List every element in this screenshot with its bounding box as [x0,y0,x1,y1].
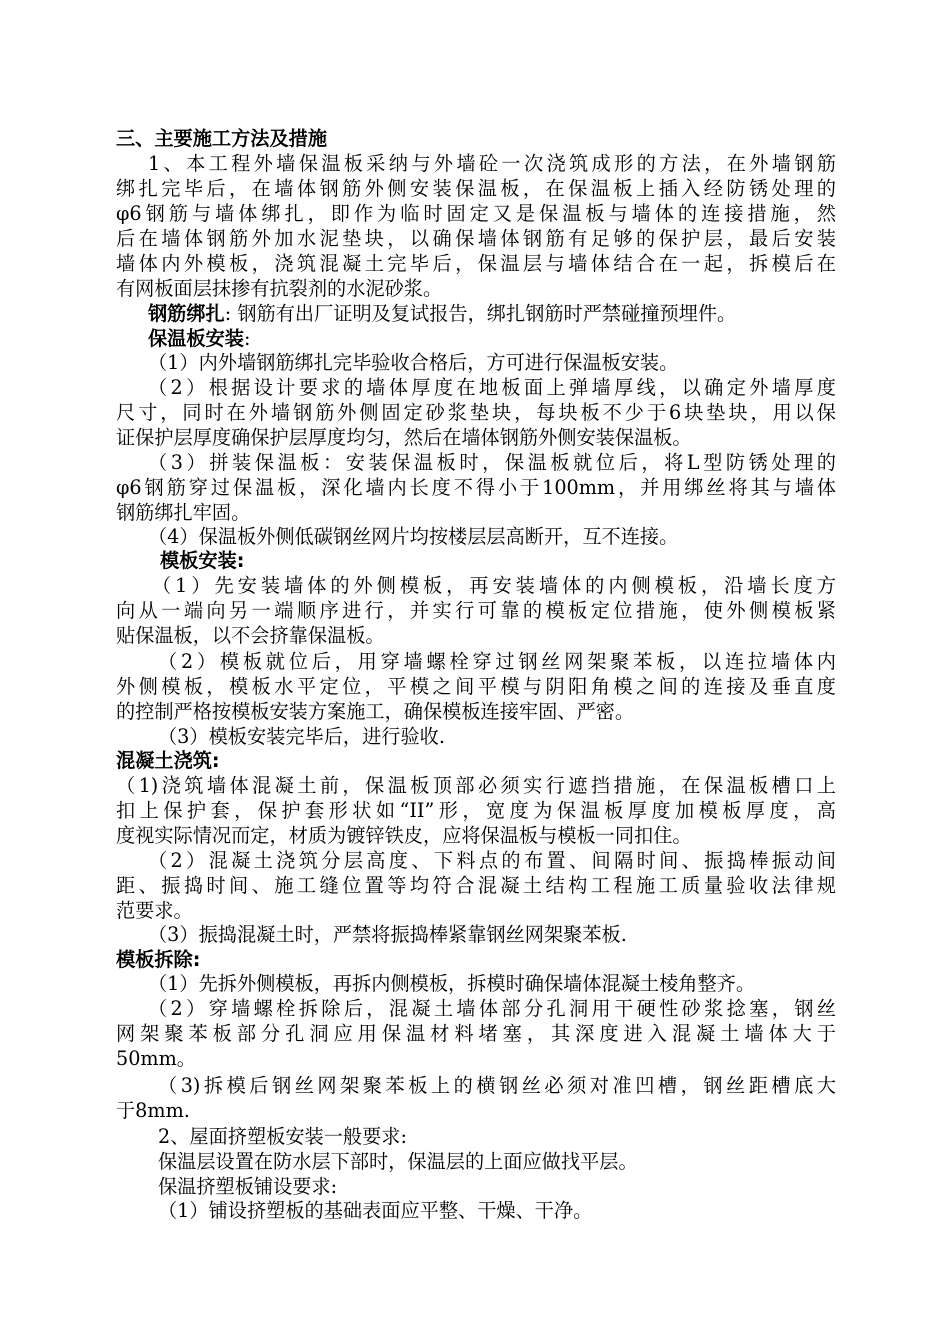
concrete-item-2-line-3: 范要求。 [116,899,193,922]
rebar-paragraph [148,301,836,326]
insulation-item-2-line-3: 证保护层厚度确保护层厚度均匀，然后在墙体钢筋外侧安装保温板。 [116,426,692,449]
formwork-item-2-line-1: （2）模板就位后，用穿墙螺栓穿过钢丝网架聚苯板，以连拉墙体内 [158,650,836,673]
paragraph-1-line-5: 墙体内外模板，浇筑混凝土完毕后，保温层与墙体结合在一起，拆模后在 [116,252,836,275]
insulation-item-2-line-1: （2）根据设计要求的墙体厚度在地板面上弹墙厚线，以确定外墙厚度 [148,376,836,399]
formwork-item-2-line-2: 外侧模板，模板水平定位，平模之间平模与阴阳角模之间的连接及垂直度 [116,675,836,698]
section-title: 三、主要施工方法及措施 [116,127,328,150]
concrete-item-1-line-1: （1)浇筑墙体混凝土前，保温板顶部必须实行遮挡措施，在保温板槽口上 [116,774,836,797]
formwork-item-1-line-2: 向从一端向另一端顺序进行，并实行可靠的模板定位措施，使外侧模板紧 [116,599,836,622]
insulation-item-3-line-3: 钢筋绑扎牢固。 [116,501,251,524]
removal-heading: 模板拆除: [116,948,201,971]
concrete-item-2-line-1: （2）混凝土浇筑分层高度、下料点的布置、间隔时间、振捣棒振动间 [148,849,836,872]
removal-item-3-line-2: 于8mm. [116,1099,190,1122]
formwork-item-2-line-3: 的控制严格按模板安装方案施工，确保模板连接牢固、严密。 [116,700,635,723]
insulation-item-3-line-2: φ6钢筋穿过保温板，深化墙内长度不得小于100mm，并用绑丝将其与墙体 [116,476,836,499]
rebar-heading: 钢筋绑扎 [148,302,225,325]
formwork-item-3: （3）模板安装完毕后，进行验收. [158,725,445,748]
rebar-text: : 钢筋有出厂证明及复试报告，绑扎钢筋时严禁碰撞预埋件。 [224,302,737,325]
insulation-item-3-line-1: （3）拼装保温板：安装保温板时，保温板就位后，将L型防锈处理的 [148,451,836,474]
insulation-item-4: （4）保温板外侧低碳钢丝网片均按楼层层高断开，互不连接。 [148,525,679,548]
formwork-heading: 模板安装: [160,549,245,572]
paragraph-1-line-4: 后在墙体钢筋外加水泥垫块，以确保墙体钢筋有足够的保护层，最后安装 [116,227,836,250]
concrete-heading: 混凝土浇筑: [116,749,220,772]
insulation-item-1: （1）内外墙钢筋绑扎完毕验收合格后，方可进行保温板安装。 [148,351,679,374]
paragraph-1-line-2: 绑扎完毕后，在墙体钢筋外侧安装保温板，在保温板上插入经防锈处理的 [116,177,836,200]
paragraph-1-line-1: 1、本工程外墙保温板采纳与外墙砼一次浇筑成形的方法，在外墙钢筋 [148,152,836,175]
removal-item-2-line-2: 网架聚苯板部分孔洞应用保温材料堵塞，其深度进入混凝土墙体大于 [116,1022,836,1045]
removal-item-2-line-1: （2）穿墙螺栓拆除后，混凝土墙体部分孔洞用干硬性砂浆捻塞，钢丝 [148,997,836,1020]
concrete-item-1-line-3: 度视实际情况而定，材质为镀锌铁皮，应将保温板与模板一同扣住。 [116,824,692,847]
roof-heading: 2、屋面挤塑板安装一般要求: [158,1125,407,1148]
concrete-item-1-line-2: 扣上保护套，保护套形状如“II”形，宽度为保温板厚度加模板厚度，高 [116,799,836,822]
concrete-item-3: （3）振捣混凝土时，严禁将振捣棒紧靠钢丝网架聚苯板. [148,923,627,946]
insulation-item-2-line-2: 尺寸，同时在外墙钢筋外侧固定砂浆垫块，每块板不少于6块垫块，用以保 [116,401,836,424]
paragraph-1-line-3: φ6钢筋与墙体绑扎，即作为临时固定又是保温板与墙体的连接措施，然 [116,202,836,225]
removal-item-3-line-1: （3)拆模后钢丝网架聚苯板上的横钢丝必须对准凹槽，钢丝距槽底大 [158,1074,836,1097]
roof-line-3: （1）铺设挤塑板的基础表面应平整、干燥、干净。 [158,1199,593,1222]
removal-item-2-line-3: 50mm。 [116,1047,196,1070]
insulation-heading-line [148,326,836,351]
roof-line-1: 保温层设置在防水层下部时，保温层的上面应做找平层。 [158,1150,638,1173]
formwork-item-1-line-1: （1）先安装墙体的外侧模板，再安装墙体的内侧模板，沿墙长度方 [152,574,836,597]
concrete-item-2-line-2: 距、振捣时间、施工缝位置等均符合混凝土结构工程施工质量验收法律规 [116,874,836,897]
insulation-heading: 保温板安装 [148,327,244,350]
insulation-heading-colon: : [243,327,251,350]
roof-line-2: 保温挤塑板铺设要求: [158,1175,338,1198]
formwork-item-1-line-3: 贴保温板，以不会挤靠保温板。 [116,624,385,647]
removal-item-1: （1）先拆外侧模板，再拆内侧模板，拆模时确保墙体混凝土棱角整齐。 [148,972,756,995]
paragraph-1-line-6: 有网板面层抹掺有抗裂剂的水泥砂浆。 [116,277,443,300]
